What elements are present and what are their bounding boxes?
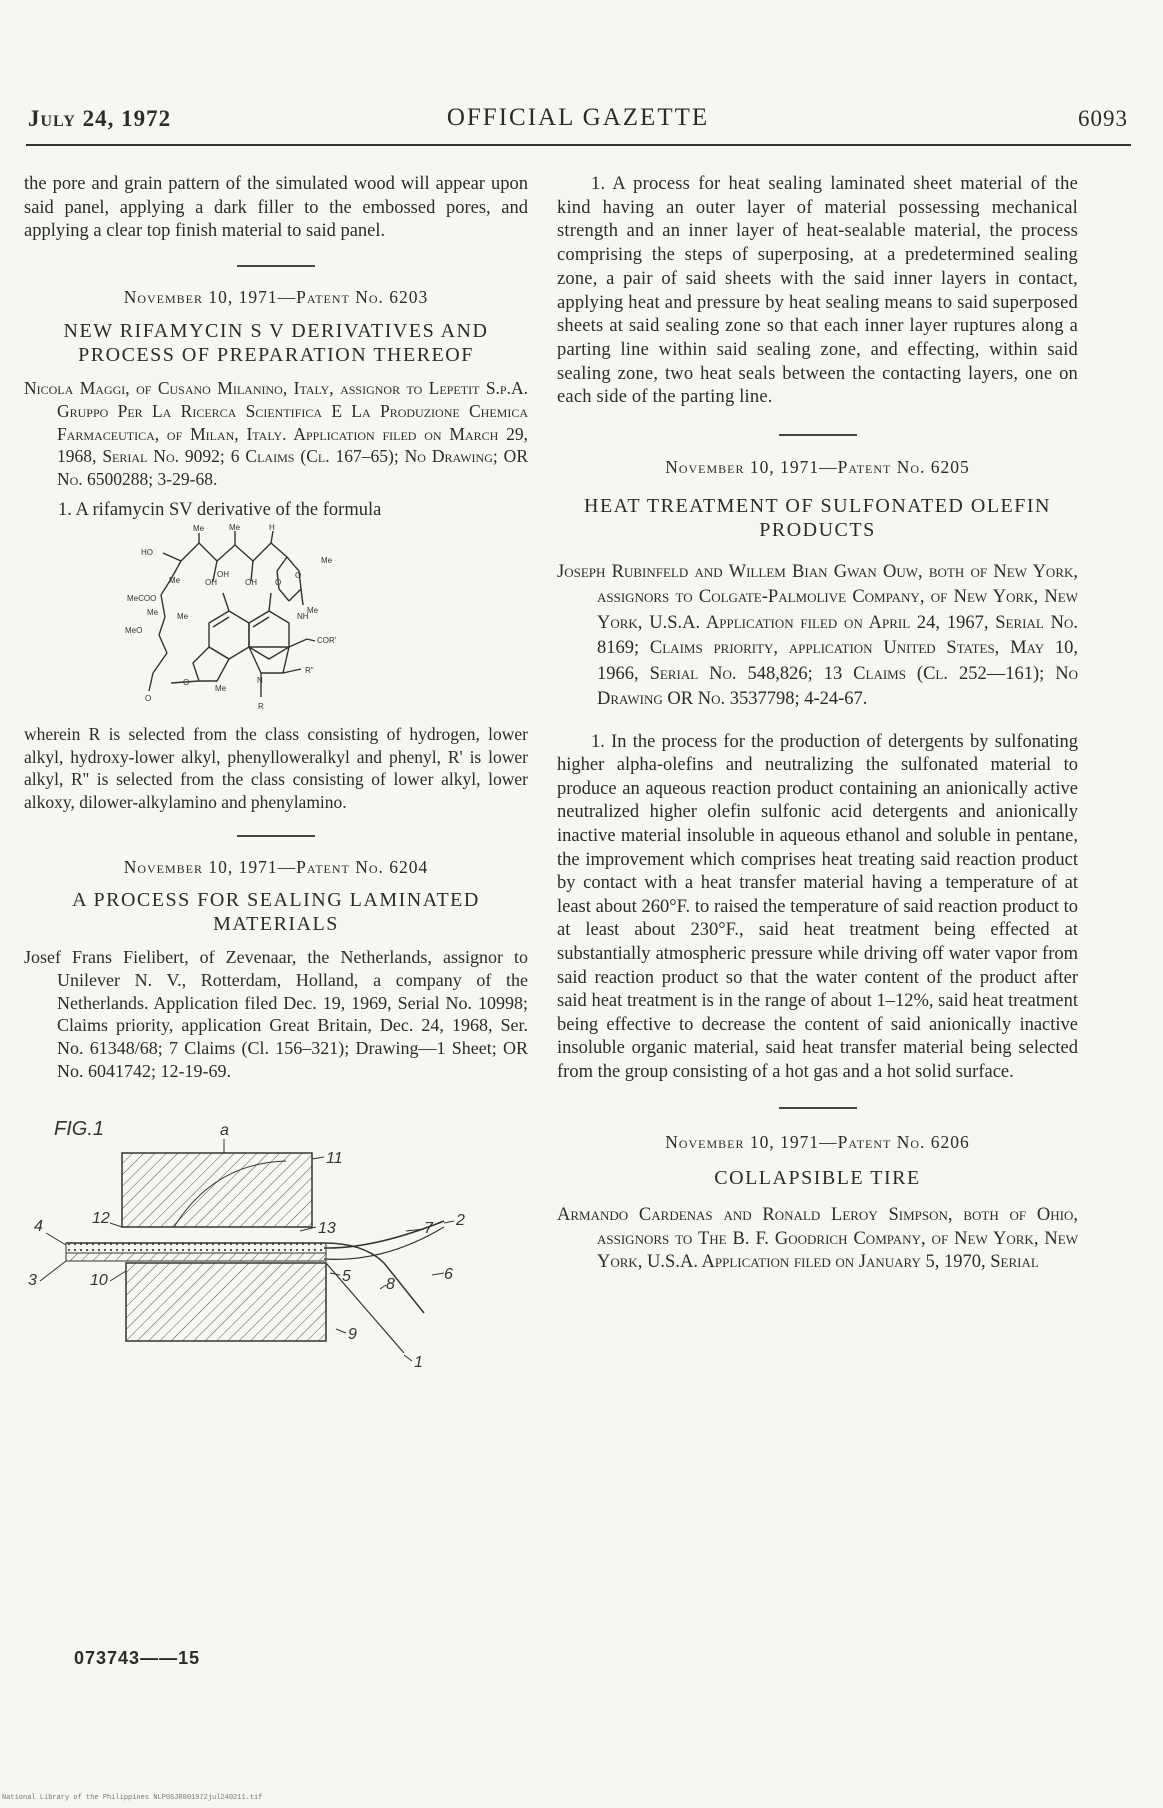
formula-label: H (269, 522, 275, 532)
patent-6204-details: Josef Frans Fielibert, of Zevenaar, the Netherlands, assignor to Unilever N. V., Rotterdam, Holland, a company of the Netherlands. Application filed Dec. 19, 1969, Serial No. 10998; Claims priority, application Great Britain, Dec. 24, 1968, Ser. No. 61348/68; 7 Claims (Cl. 156–321); Drawing—1 Sheet; OR No. 6041742; 12-19-69. (24, 946, 528, 1081)
patent-6203-claim: 1. A rifamycin SV derivative of the formula (58, 500, 382, 521)
formula-label: Me (215, 683, 227, 693)
formula-label: R'' (305, 665, 314, 675)
figure-callout: 5 (342, 1267, 351, 1285)
formula-label: OH (245, 577, 257, 587)
patent-6204-claim: 1. A process for heat sealing laminated sheet material of the kind having an outer layer of material possessing mechanical strength and an inner layer of heat-sealable material, the process comprising the steps of superposing, at a predetermined sealing zone, a pair of said sheets with the said inner layers in contact, applying heat and pressure by heat sealing means to said superposed sheets at said sealing zone so that each inner layer ruptures along a parting line within said sealing zone, and effecting, within said sealing zone, two heat seals between the contacting layers, one on each side of the parting line. (557, 174, 1078, 408)
issue-date: July 24, 1972 (28, 106, 172, 131)
page-header (28, 104, 1128, 144)
publication-title: OFFICIAL GAZETTE (446, 104, 710, 131)
formula-label: Me (169, 575, 181, 585)
formula-label: OH (205, 577, 217, 587)
patent-6205-claim: 1. In the process for the production of detergents by sulfonating higher alpha-olefins and neutralizing the sulfonated material to produce an aqueous reaction product containing an anionically active neutralized higher olefin sulfonic acid detergents and anionically inactive material insoluble in aqueous ethanol and soluble in pentane, the improvement which comprises heat treating said reaction product by contact with a heat transfer material having a temperature of at least about 260°F. to raised the temperature of said reaction product to at least about 230°F., said heat treatment being effected at substantially atmospheric pressure while driving off water vapor from said reaction product so that the water content of the product after said heat treatment is in the range of about 1–12%, said heat treatment being effective to decrease the content of said anionically inactive insoluble organic material, said heat transfer material being selected from the group consisting of a hot gas and a hot solid surface. (557, 731, 1078, 1082)
figure-callout: a (220, 1121, 229, 1139)
formula-label: N (257, 675, 263, 685)
formula-label: NH (297, 611, 309, 621)
continuation-text: the pore and grain pattern of the simulated wood will appear upon said panel, applying a dark filler to the embossed pores, and applying a clear top finish material to said panel. (24, 174, 528, 242)
figure-callout: 10 (90, 1271, 108, 1289)
figure-callout: 7 (424, 1219, 433, 1237)
patent-6203-title: NEW RIFAMYCIN S V DERIVATIVES AND PROCESS OF PREPARATION THEREOF (63, 320, 489, 367)
patent-6203-date-line: November 10, 1971—Patent No. 6203 (123, 286, 429, 307)
figure-callout: 9 (348, 1325, 357, 1343)
formula-label: Me (229, 522, 241, 532)
formula-label: COR' (317, 635, 337, 645)
formula-label: Me (307, 605, 319, 615)
scan-footer: National Library of the Philippines NLP0SJR001972jul240211.tif (2, 1794, 263, 1802)
patent-6204-date-line: November 10, 1971—Patent No. 6204 (123, 857, 429, 878)
figure-callout: 11 (326, 1149, 343, 1167)
formula-label: MeCOO (127, 593, 157, 603)
formula-label: O (275, 577, 282, 587)
patent-6206-details: Armando Cardenas and Ronald Leroy Simpson, both of Ohio, assignors to The B. F. Goodrich Company, of New York, New York, U.S.A. Application filed on January 5, 1970, Serial (557, 1205, 1078, 1272)
figure-callout: 13 (318, 1219, 336, 1237)
formula-label: MeO (125, 625, 143, 635)
figure-callout: 3 (28, 1271, 37, 1289)
formula-label: O (295, 570, 302, 580)
laminate-seal-figure (24, 1103, 484, 1373)
patent-6206-date-line: November 10, 1971—Patent No. 6206 (665, 1131, 970, 1152)
figure-callout: 2 (456, 1211, 465, 1229)
patent-6203-wherein: wherein R is selected from the class consisting of hydrogen, lower alkyl, hydroxy-lower alkyl, phenylloweralkyl and phenyl, R' is lower alkyl, R'' is selected from the class consisting of lower alkyl, lower alkoxy, dilower-alkylamino and phenylamino. (24, 723, 528, 812)
patent-6205-date-line: November 10, 1971—Patent No. 6205 (665, 457, 970, 478)
formula-label: O (183, 677, 190, 687)
patent-6204-title: A PROCESS FOR SEALING LAMINATED MATERIALS (72, 888, 480, 935)
left-column (24, 173, 528, 1373)
figure-callout: 4 (34, 1217, 43, 1235)
figure-callout: 6 (444, 1265, 453, 1283)
patent-6203-details: Nicola Maggi, of Cusano Milanino, Italy, assignor to Lepetit S.p.A. Gruppo Per La Ricerca Scientifica E La Produzione Chemica Farmaceutica, of Milan, Italy. Application filed on March 29, 1968, Serial No. 9092; 6 Claims (Cl. 167–65); No Drawing; OR No. 6500288; 3-29-68. (24, 378, 528, 489)
right-column (557, 173, 1078, 1274)
figure-callout: 12 (92, 1209, 110, 1227)
formula-label: Me (193, 523, 205, 533)
formula-label: R (258, 701, 264, 711)
patent-6205-details: Joseph Rubinfeld and Willem Bian Gwan Ouw, both of New York, assignors to Colgate-Palmolive Company, of New York, New York, U.S.A. Application filed on April 24, 1967, Serial No. 8169; Claims priority, application United States, May 10, 1966, Serial No. 548,826; 13 Claims (Cl. 252—161); No Drawing OR No. 3537798; 4-24-67. (557, 561, 1078, 710)
figure-callout: 8 (386, 1275, 395, 1293)
formula-label: Me (177, 611, 189, 621)
formula-label: Me (321, 555, 333, 565)
formula-label: O (145, 693, 152, 703)
page-number: 6093 (1078, 106, 1128, 131)
formula-label: Me (147, 607, 159, 617)
figure-label: FIG.1 (54, 1117, 105, 1140)
rifamycin-structural-formula (111, 523, 441, 723)
formula-label: HO (141, 547, 153, 557)
formula-label: OH (217, 569, 229, 579)
figure-callout: 1 (414, 1353, 423, 1371)
header-rule (26, 144, 1131, 146)
patent-6205-title: HEAT TREATMENT OF SULFONATED OLEFIN PRODUCTS (584, 494, 1051, 541)
patent-6206-title: COLLAPSIBLE TIRE (714, 1167, 921, 1190)
print-job-code: 073743——15 (74, 1648, 201, 1668)
